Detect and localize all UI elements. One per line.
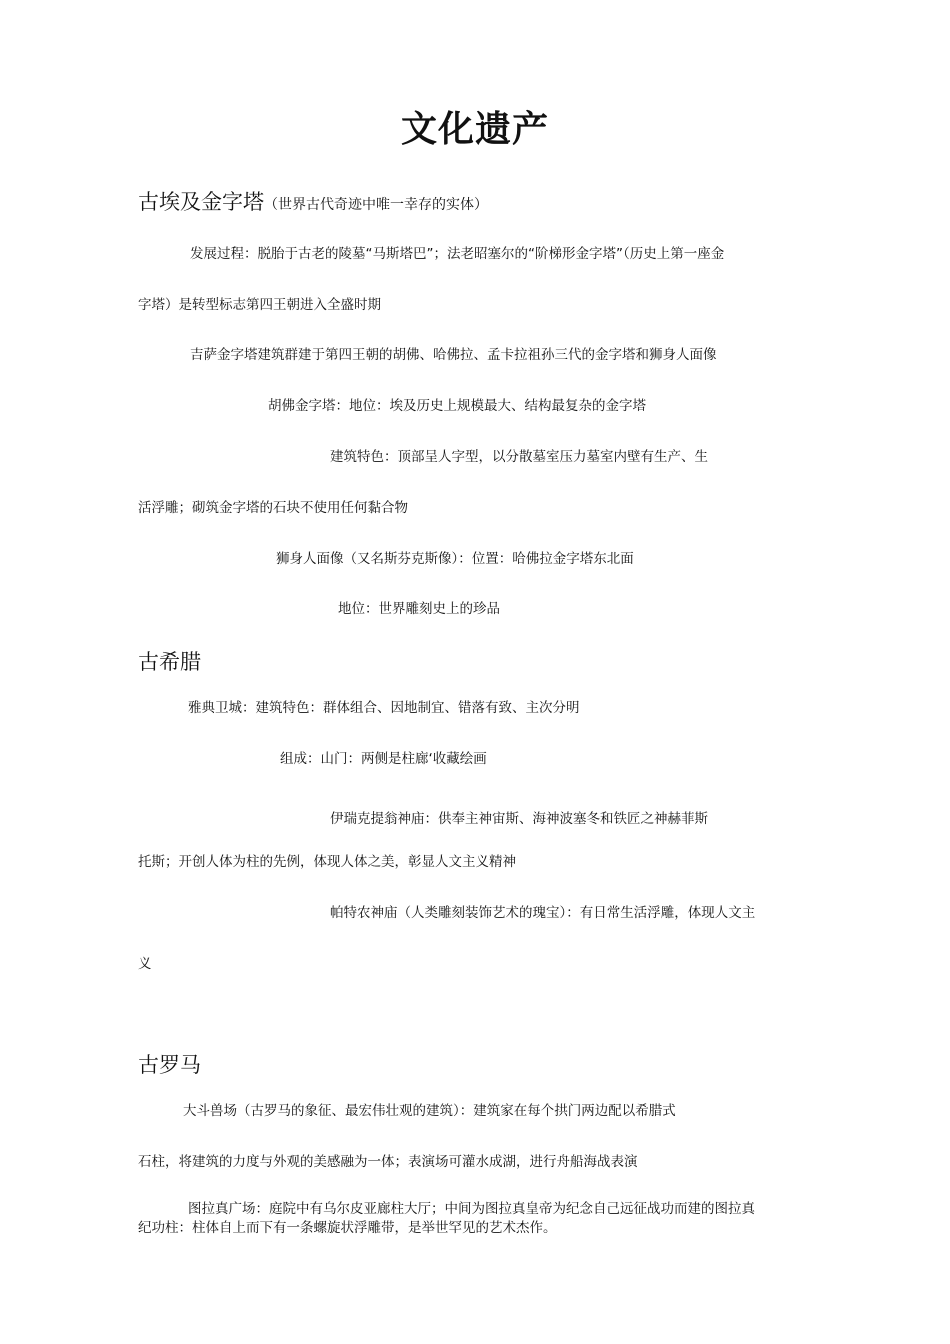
greece-paragraph-3-line-2: 托斯；开创人体为柱的先例，体现人体之美，彰显人文主义精神: [138, 854, 516, 870]
greece-paragraph-2: 组成：山门：两侧是柱廊‘收藏绘画: [280, 751, 487, 767]
section-heading-egypt: [138, 188, 488, 219]
greece-paragraph-4-line-2: 义: [138, 956, 152, 972]
egypt-paragraph-2: 吉萨金字塔建筑群建于第四王朝的胡佛、哈佛拉、孟卡拉祖孙三代的金字塔和狮身人面像: [190, 347, 717, 363]
egypt-heading-text: 古埃及金字塔: [138, 190, 264, 214]
rome-paragraph-1-line-2: 石柱，将建筑的力度与外观的美感融为一体；表演场可灌水成湖，进行舟船海战表演: [138, 1154, 638, 1170]
egypt-paragraph-4-line-2: 活浮雕；砌筑金字塔的石块不使用任何黏合物: [138, 500, 408, 516]
page-title: 文化遗产: [400, 109, 549, 150]
greece-paragraph-3-line-1: 伊瑞克提翁神庙：供奉主神宙斯、海神波塞冬和铁匠之神赫菲斯: [330, 811, 708, 827]
greece-paragraph-1: 雅典卫城：建筑特色：群体组合、因地制宜、错落有致、主次分明: [188, 700, 580, 716]
greece-paragraph-4-line-1: 帕特农神庙（人类雕刻装饰艺术的瑰宝）：有日常生活浮雕，体现人文主: [330, 905, 756, 921]
egypt-heading-note: （世界古代奇迹中唯一幸存的实体）: [264, 197, 488, 213]
egypt-paragraph-1-line-1: 发展过程：脱胎于古老的陵墓“马斯塔巴”；法老昭塞尔的“阶梯形金字塔”（历史上第一座金: [190, 246, 725, 262]
section-heading-rome: 古罗马: [138, 1053, 201, 1077]
egypt-paragraph-6: 地位：世界雕刻史上的珍品: [338, 601, 500, 617]
egypt-paragraph-4-line-1: 建筑特色：顶部呈人字型，以分散墓室压力墓室内壁有生产、生: [330, 449, 708, 465]
egypt-paragraph-3: 胡佛金字塔：地位：埃及历史上规模最大、结构最复杂的金字塔: [268, 398, 646, 414]
rome-paragraph-1-line-1: 大斗兽场（古罗马的象征、最宏伟壮观的建筑）：建筑家在每个拱门两边配以希腊式: [183, 1103, 676, 1119]
egypt-paragraph-1-line-2: 字塔）是转型标志第四王朝进入全盛时期: [138, 297, 381, 313]
egypt-paragraph-5: 狮身人面像（又名斯芬克斯像）：位置：哈佛拉金字塔东北面: [276, 551, 634, 567]
section-heading-greece: 古希腊: [138, 650, 201, 674]
rome-paragraph-2-line-2: 纪功柱：柱体自上而下有一条螺旋状浮雕带，是举世罕见的艺术杰作。: [138, 1220, 557, 1236]
rome-paragraph-2-line-1: 图拉真广场：庭院中有乌尔皮亚廊柱大厅；中间为图拉真皇帝为纪念自己远征战功而建的图拉真: [188, 1201, 755, 1217]
